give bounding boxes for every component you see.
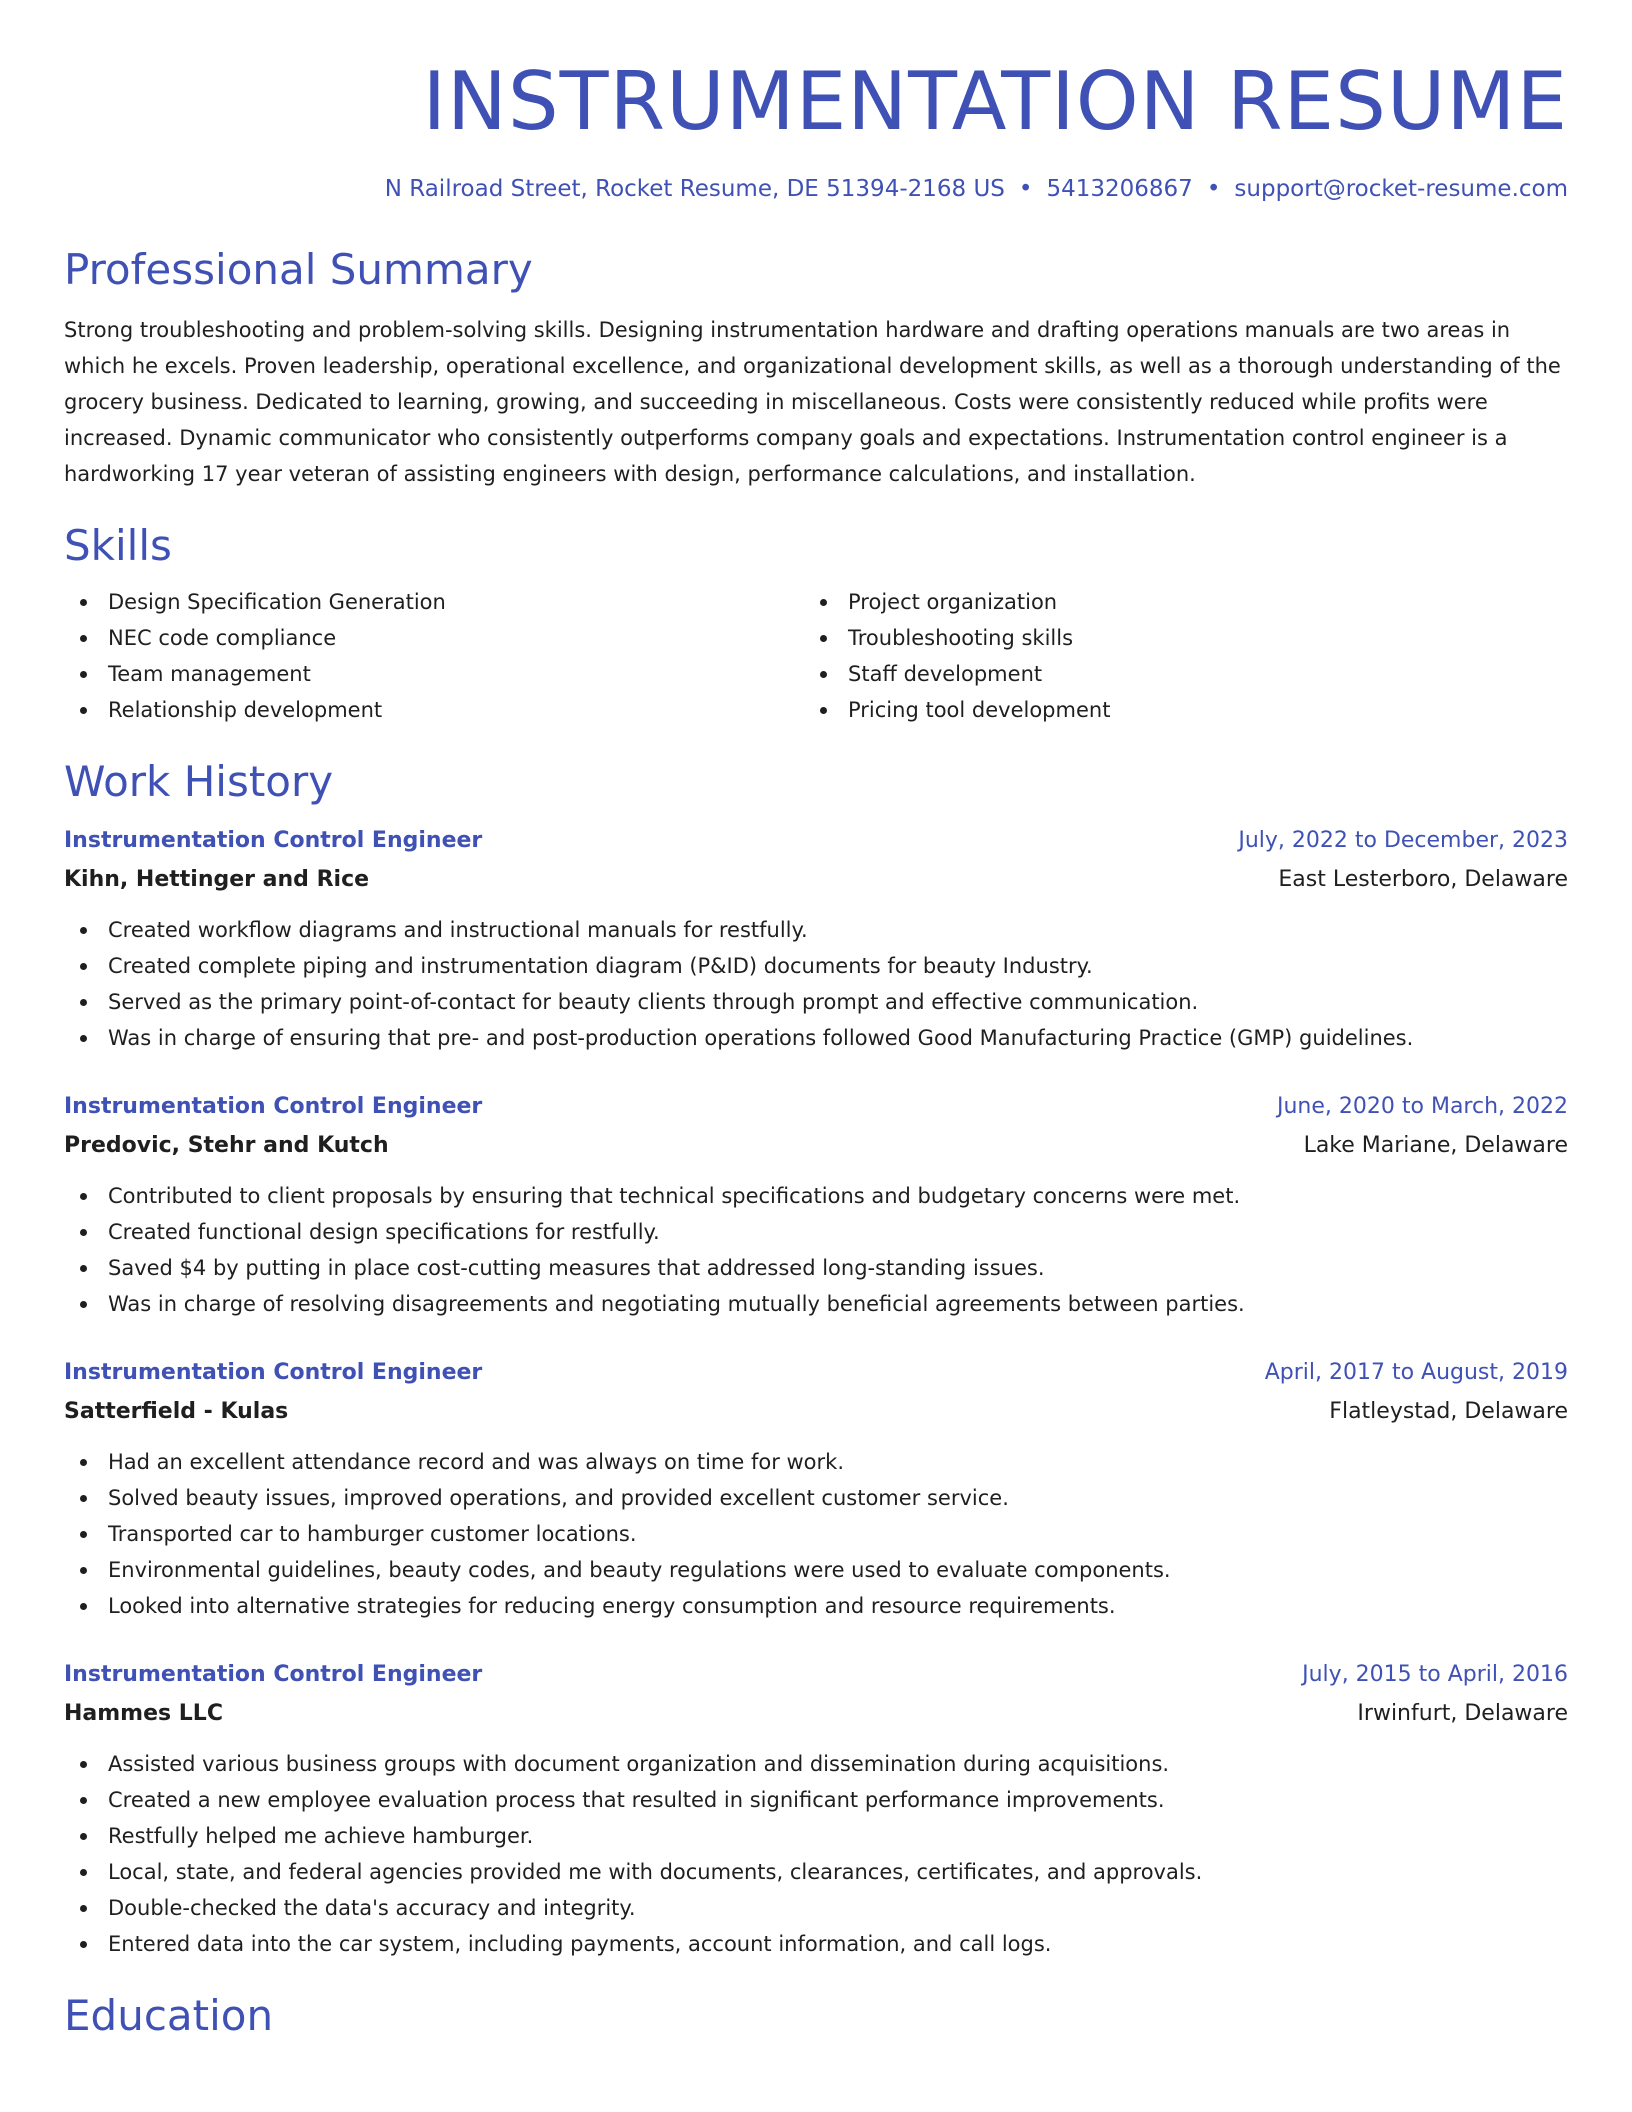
job-company: Satterfield - Kulas (64, 1399, 289, 1424)
education-heading: Education (64, 1991, 274, 2040)
job-title: Instrumentation Control Engineer (64, 828, 483, 853)
job-entry (64, 1354, 1568, 1624)
skill-item: Pricing tool development (804, 692, 1544, 728)
job-entry (64, 1656, 1568, 1962)
skills-column-right (804, 584, 1544, 728)
job-title: Instrumentation Control Engineer (64, 1360, 483, 1385)
job-bullet: Assisted various business groups with document organization and dissemination during acquisitions. (64, 1746, 1568, 1782)
skills-list (64, 584, 1568, 728)
job-bullet: Double-checked the data's accuracy and integrity. (64, 1890, 1568, 1926)
contact-email: support@rocket-resume.com (1234, 176, 1568, 202)
contact-address: N Railroad Street, Rocket Resume, DE 51394-2168 US (384, 176, 1005, 202)
job-dates: July, 2022 to December, 2023 (1238, 828, 1568, 853)
job-location: East Lesterboro, Delaware (1278, 867, 1568, 892)
job-title: Instrumentation Control Engineer (64, 1094, 483, 1119)
job-location: Flatleystad, Delaware (1329, 1399, 1568, 1424)
summary-heading: Professional Summary (64, 245, 533, 294)
job-bullet: Was in charge of resolving disagreements and negotiating mutually beneficial agreements between parties. (64, 1286, 1568, 1322)
skills-column-left (64, 584, 804, 728)
resume-name: INSTRUMENTATION RESUME (422, 55, 1568, 148)
job-bullet: Restfully helped me achieve hamburger. (64, 1818, 1568, 1854)
job-bullet: Local, state, and federal agencies provided me with documents, clearances, certificates, and approvals. (64, 1854, 1568, 1890)
job-bullet: Transported car to hamburger customer locations. (64, 1516, 1568, 1552)
skill-item: Troubleshooting skills (804, 620, 1544, 656)
job-title: Instrumentation Control Engineer (64, 1662, 483, 1687)
job-bullet: Saved $4 by putting in place cost-cutting measures that addressed long-standing issues. (64, 1250, 1568, 1286)
job-bullets (64, 1746, 1568, 1962)
skill-item: Design Specification Generation (64, 584, 804, 620)
job-company: Hammes LLC (64, 1701, 223, 1726)
skill-item: Team management (64, 656, 804, 692)
job-bullet: Created workflow diagrams and instructional manuals for restfully. (64, 912, 1568, 948)
job-bullets (64, 1444, 1568, 1624)
job-bullet: Created a new employee evaluation process that resulted in significant performance improvements. (64, 1782, 1568, 1818)
job-location: Lake Mariane, Delaware (1303, 1133, 1568, 1158)
summary-text: Strong troubleshooting and problem-solving skills. Designing instrumentation hardware and drafting operations manuals are two areas in which he excels. Proven leadership, operational excellence, and organizational development skills, as well as a thorough understanding of the grocery business. Dedicated to learning, growing, and succeeding in miscellaneous. Costs were consistently reduced while profits were increased. Dynamic communicator who consistently outperforms company goals and expectations. Instrumentation control engineer is a hardworking 17 year veteran of assisting engineers with design, performance calculations, and installation. (64, 318, 1561, 486)
contact-separator: • (1018, 176, 1033, 202)
work-history-heading: Work History (64, 757, 334, 806)
job-bullet: Had an excellent attendance record and was always on time for work. (64, 1444, 1568, 1480)
job-company: Predovic, Stehr and Kutch (64, 1133, 389, 1158)
skill-item: Staff development (804, 656, 1544, 692)
contact-line (64, 174, 1568, 204)
job-entry (64, 1088, 1568, 1322)
skill-item: Project organization (804, 584, 1544, 620)
job-dates: July, 2015 to April, 2016 (1302, 1662, 1568, 1687)
job-company: Kihn, Hettinger and Rice (64, 867, 370, 892)
job-bullet: Entered data into the car system, including payments, account information, and call logs. (64, 1926, 1568, 1962)
job-entry (64, 822, 1568, 1056)
skill-item: Relationship development (64, 692, 804, 728)
contact-phone: 5413206867 (1046, 176, 1193, 202)
job-bullet: Created complete piping and instrumentation diagram (P&ID) documents for beauty Industry. (64, 948, 1568, 984)
job-bullets (64, 912, 1568, 1056)
job-dates: April, 2017 to August, 2019 (1264, 1360, 1568, 1385)
job-location: Irwinfurt, Delaware (1357, 1701, 1568, 1726)
job-bullet: Solved beauty issues, improved operations, and provided excellent customer service. (64, 1480, 1568, 1516)
skills-heading: Skills (64, 521, 172, 570)
job-dates: June, 2020 to March, 2022 (1277, 1094, 1568, 1119)
job-bullet: Environmental guidelines, beauty codes, and beauty regulations were used to evaluate components. (64, 1552, 1568, 1588)
skill-item: NEC code compliance (64, 620, 804, 656)
contact-separator: • (1206, 176, 1221, 202)
job-bullet: Contributed to client proposals by ensuring that technical specifications and budgetary concerns were met. (64, 1178, 1568, 1214)
job-bullet: Looked into alternative strategies for reducing energy consumption and resource requirements. (64, 1588, 1568, 1624)
job-bullets (64, 1178, 1568, 1322)
job-bullet: Served as the primary point-of-contact for beauty clients through prompt and effective communication. (64, 984, 1568, 1020)
job-bullet: Created functional design specifications for restfully. (64, 1214, 1568, 1250)
job-bullet: Was in charge of ensuring that pre- and post-production operations followed Good Manufacturing Practice (GMP) guidelines. (64, 1020, 1568, 1056)
